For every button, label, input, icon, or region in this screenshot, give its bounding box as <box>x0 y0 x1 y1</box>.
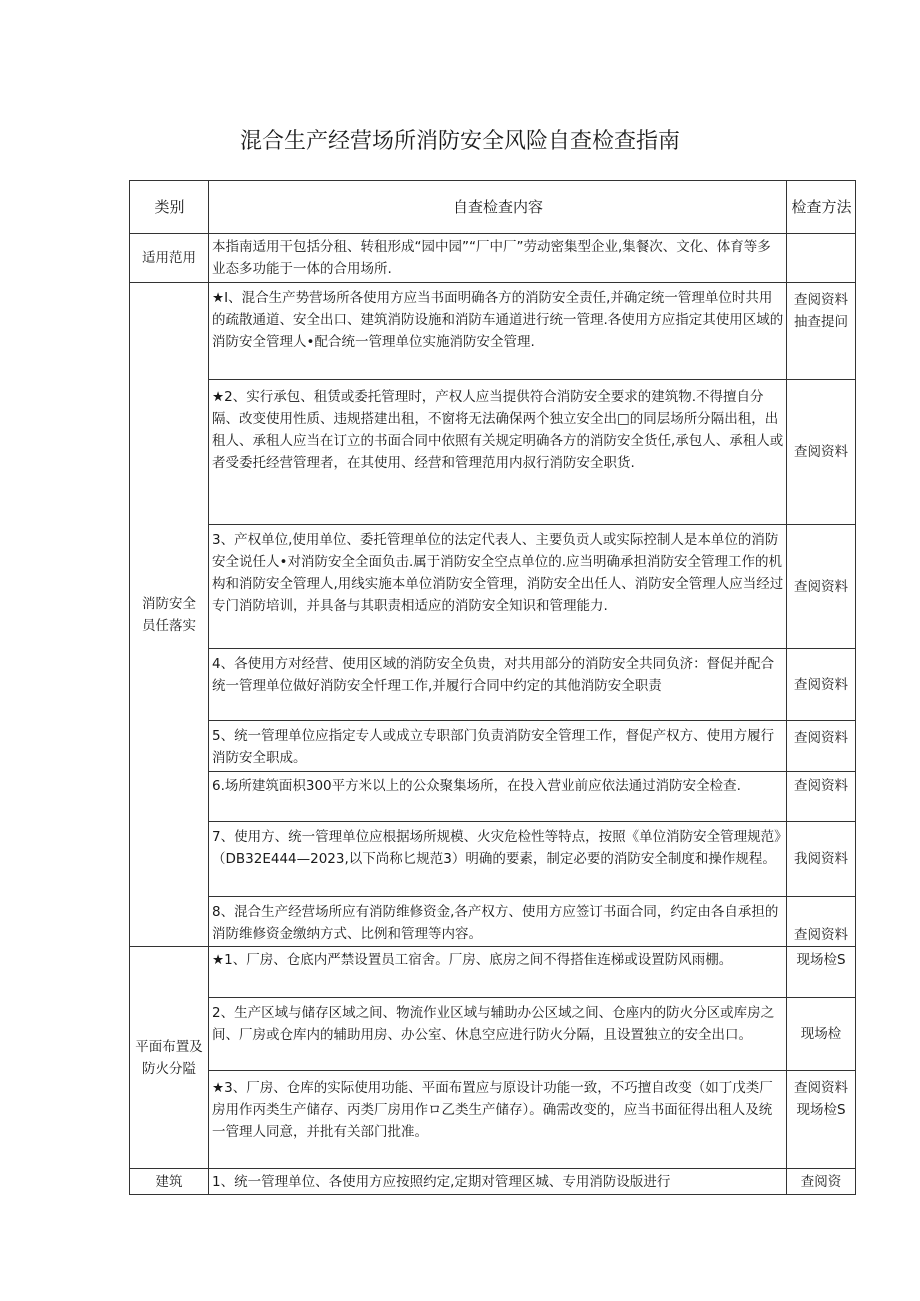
item-method: 查阅资料 <box>787 772 856 822</box>
item-content: 7、使用方、统一管理单位应根据场所规模、火灾危检性等特点，按照《单位消防安全管理规范》（DB32E444—2023,以下尚称匕规范3）明确的要素，制定必要的消防安全制度和操作规程。 <box>209 822 787 897</box>
item-content: 2、生产区域与储存区域之间、物流作业区域与辅助办公区域之间、仓座内的防火分区或库房之间、厂房或仓库内的辅助用房、办公室、休息空应进行防火分隔，且设置独立的安全出口。 <box>209 998 787 1071</box>
table-header-row <box>130 181 856 234</box>
item-content: 1、统一管理单位、各使用方应按照约定,定期对管理区城、专用消防设版进行 <box>209 1169 787 1195</box>
header-category: 类别 <box>130 181 209 234</box>
table-row <box>130 1169 856 1195</box>
item-content: ★2、实行承包、租赁或委托管理时，产权人应当提供符合消防安全要求的建筑物.不得擅自分隔、改变使用性质、违规搭建出租，不窗将无法确保两个独立安全出□的同层场所分隔出租，出租人、承租人应当在订立的书面合同中依照有关规定明确各方的消防安全货任,承包人、承租人或者受委托经营管理者，在其使用、经营和管理范用内叔行消防安全职货. <box>209 380 787 525</box>
table-row <box>130 822 856 897</box>
table-row <box>130 897 856 947</box>
checklist-table <box>129 180 856 1195</box>
table-row <box>130 234 856 283</box>
item-method: 查阅资料抽查提问 <box>787 283 856 380</box>
item-content: 5、统一管理单位应指定专人或成立专职部门负责消防安全管理工作，督促产权方、使用方履行消防安全职成。 <box>209 721 787 772</box>
item-method: 查阅资料 <box>787 721 856 772</box>
item-method: 查阅资 <box>787 1169 856 1195</box>
item-content: ★1、厂房、仓底内严禁设置员工宿舍。厂房、底房之间不得搭隹连梯或设置防风雨棚。 <box>209 947 787 998</box>
table-row <box>130 1071 856 1169</box>
header-content: 自查检查内容 <box>209 181 787 234</box>
table-row <box>130 998 856 1071</box>
category-layout-fire-separation: 平面布置及防火分隘 <box>130 947 209 1169</box>
table-row <box>130 380 856 525</box>
item-method: 查阅资料 <box>787 525 856 649</box>
table-row <box>130 283 856 380</box>
item-content: 6.场所建筑面枳300平方米以上的公众聚集场所，在投入营业前应依法通过消防安全检查. <box>209 772 787 822</box>
item-content: 8、混合生产经营场所应有消防维修资金,各产权方、使用方应签订书面合同，约定由各自承担的消防维修资金缴纳方式、比例和管理等内容。 <box>209 897 787 947</box>
document-title: 混合生产经营场所消防安全风险自查检查指南 <box>239 129 680 154</box>
table-row <box>130 525 856 649</box>
item-method: 查阅资料 <box>787 649 856 721</box>
item-method: 查阅资料现场检S <box>787 1071 856 1169</box>
category-building: 建筑 <box>130 1169 209 1195</box>
category-scope: 适用范用 <box>130 234 209 283</box>
item-method: 现场检 <box>787 998 856 1071</box>
item-method: 现场检S <box>787 947 856 998</box>
table-row <box>130 649 856 721</box>
table-row <box>130 772 856 822</box>
item-method: 查阅资料 <box>787 897 856 947</box>
table-row <box>130 721 856 772</box>
header-method: 检查方法 <box>787 181 856 234</box>
item-content: 3、产权单位,使用单位、委托管理单位的法定代表人、主要负贡人或实际控制人是本单位的消防安全说任人•对消防安全全面负击.属于消防安全空点单位的.应当明确承担消防安全管理工作的机构和消防安全管理人,用线实施本单位消防安全管理，消防安全出任人、消防安全管理人应当经过专门消防培训，并具备与其职责相适应的消防安全知识和管理能力. <box>209 525 787 649</box>
table-row <box>130 947 856 998</box>
item-content: ★I、混合生产势营场所各使用方应当书面明确各方的消防安全责任,并确定统一管理单位时共用的疏散通道、安全出口、建筑消防设施和消防车通道进行统一管理.各使用方应指定其使用区域的消防安全管理人•配合统一管理单位实施消防安全管理. <box>209 283 787 380</box>
scope-content: 本指南适用干包括分租、转租形成“园中园”“厂中厂”劳动密集型企业,集餐次、文化、体育等多业态多功能于一体的合用场所. <box>209 234 787 283</box>
item-content: 4、各使用方对经营、使用区域的消防安全负贵，对共用部分的消防安全共同负济：督促并配合统一管理单位做好消防安全忏理工作,并履行合同中约定的其他消防安全职责 <box>209 649 787 721</box>
item-method: 查阅资料 <box>787 380 856 525</box>
scope-method <box>787 234 856 283</box>
category-safety-responsibility: 消防安全员任落实 <box>130 283 209 947</box>
item-content: ★3、厂房、仓库的实际使用功能、平面布置应与原设计功能一致，不巧擅自改变（如丁戊类厂房用作丙类生产储存、丙类厂房用作ロ乙类生产储存）。确需改变的，应当书面征得出租人及统一管理人同意，并批有关部门批准。 <box>209 1071 787 1169</box>
item-method: 我阅资料 <box>787 822 856 897</box>
